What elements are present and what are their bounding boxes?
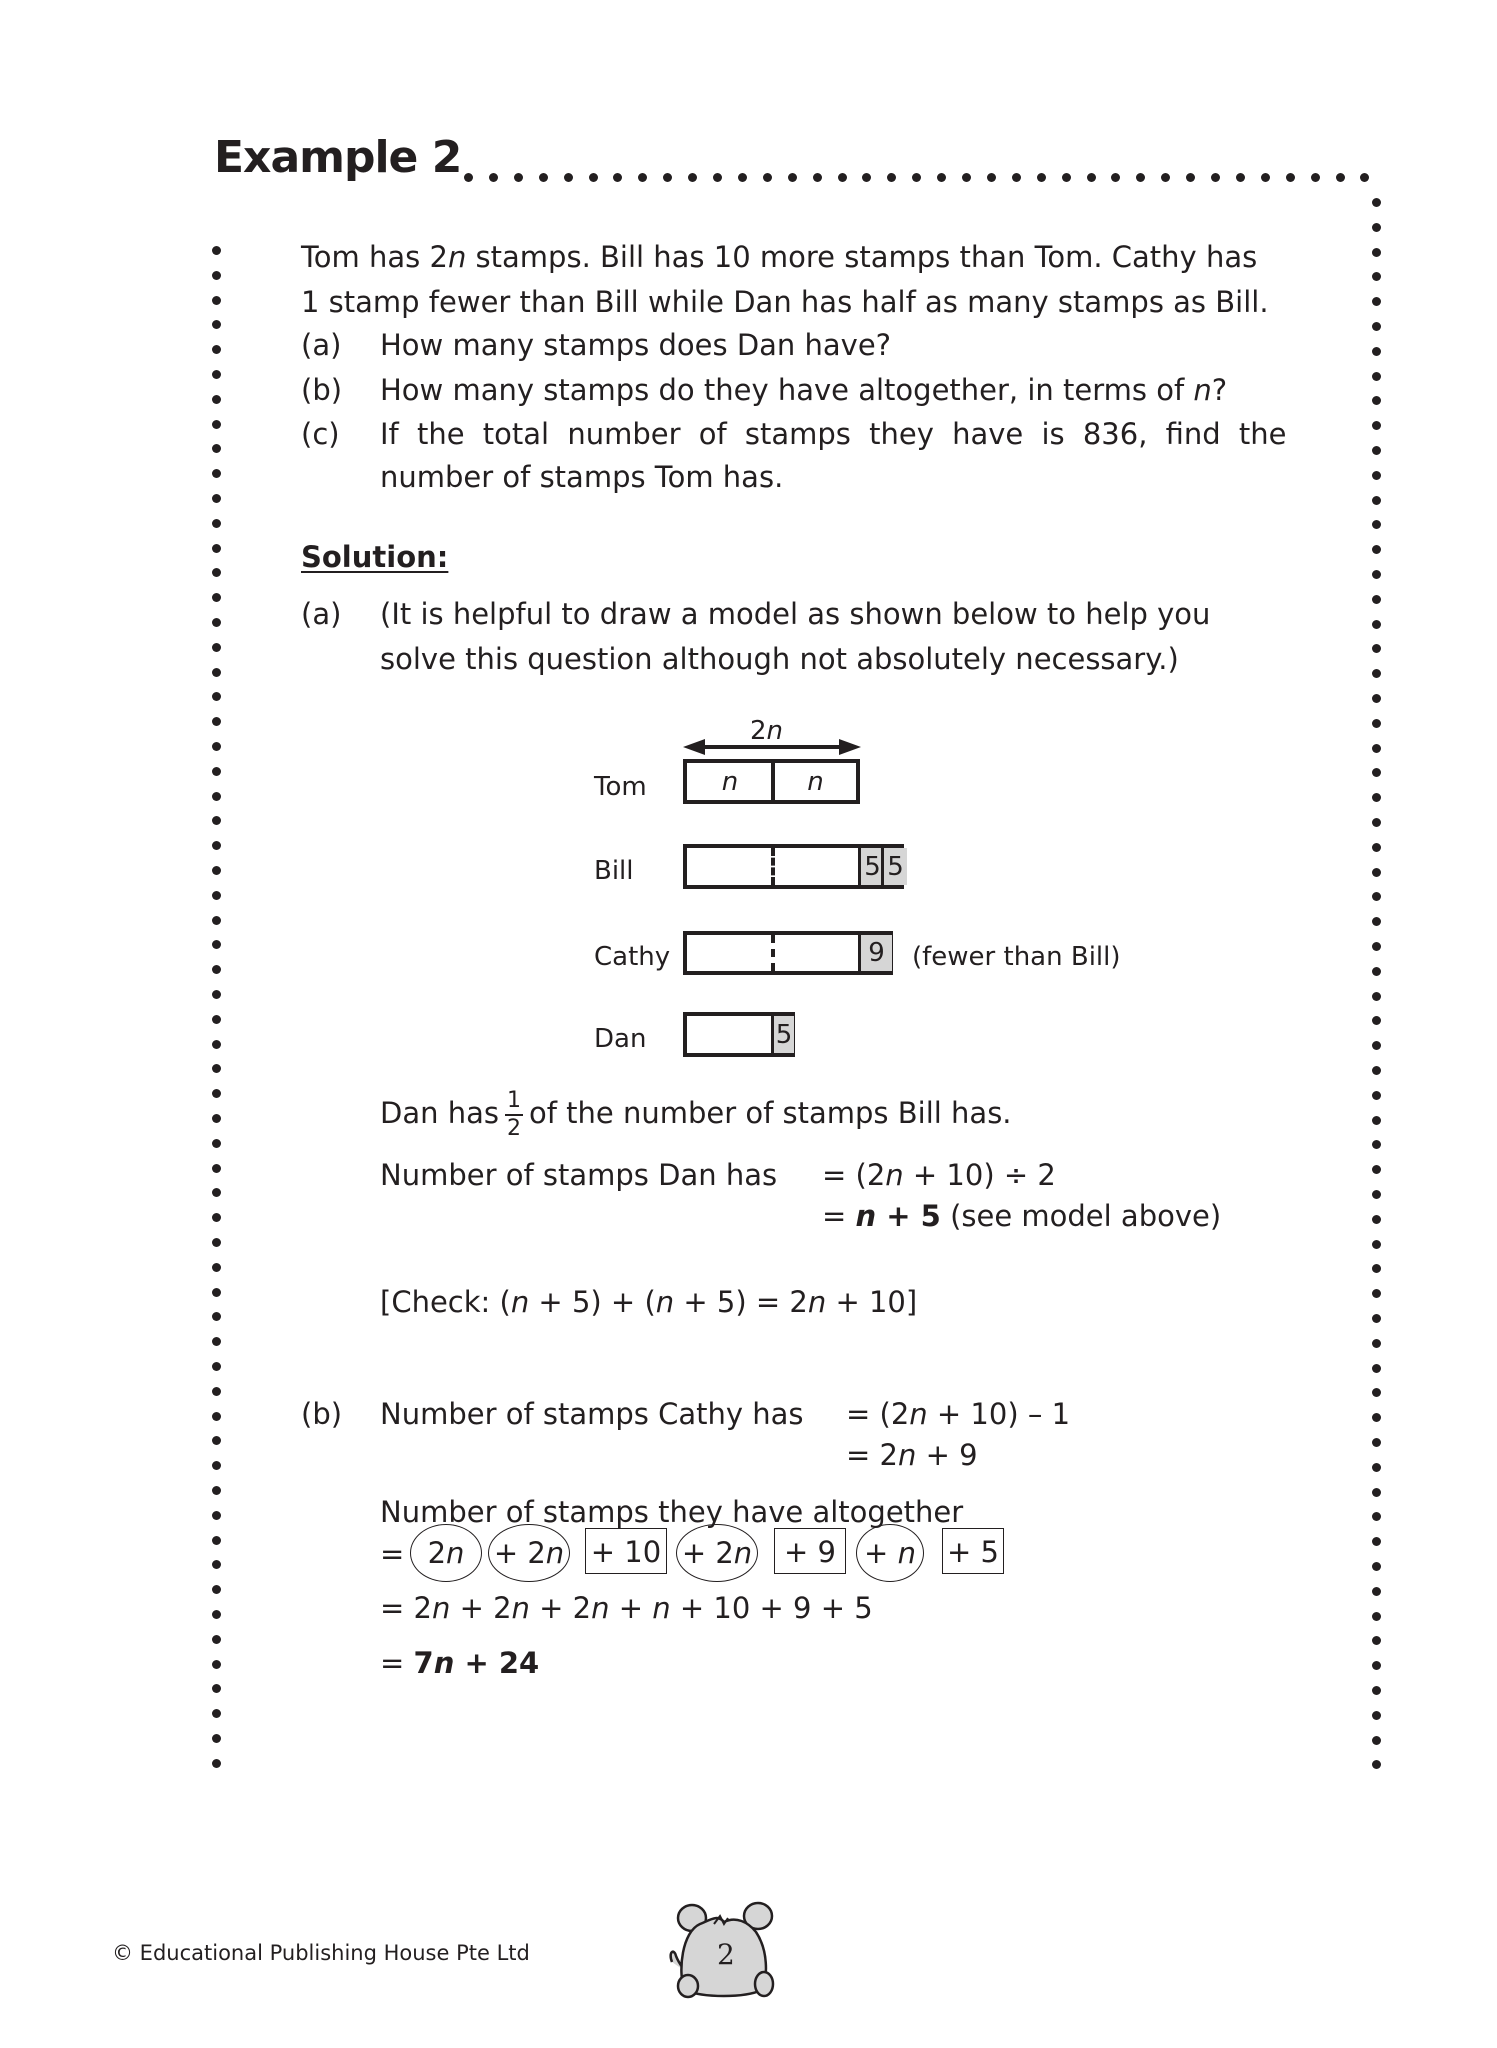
frame-dot	[1372, 1016, 1381, 1025]
text: + 5) + (	[529, 1285, 656, 1319]
frame-dot	[1372, 1289, 1381, 1298]
frame-dot	[212, 1461, 221, 1470]
variable-n: n	[733, 1536, 753, 1570]
frame-dot	[1261, 173, 1270, 182]
frame-dot	[212, 1164, 221, 1173]
term-number: 2	[427, 1536, 447, 1570]
frame-dot	[212, 469, 221, 478]
part-a-note-line1: (It is helpful to draw a model as shown below to help you	[380, 597, 1211, 631]
question-c-label: (c)	[301, 417, 340, 451]
frame-dot	[1161, 173, 1170, 182]
frame-dot	[212, 420, 221, 429]
frame-dot	[212, 1709, 221, 1718]
text: ?	[1211, 373, 1228, 407]
text: 2	[750, 716, 767, 746]
frame-dot	[514, 173, 523, 182]
frame-dot	[1372, 768, 1381, 777]
text: Tom has 2	[301, 240, 448, 274]
frame-dot	[1372, 694, 1381, 703]
frame-dot	[212, 395, 221, 404]
frame-dot	[1372, 892, 1381, 901]
frame-dot	[212, 1015, 221, 1024]
frame-dot	[212, 1139, 221, 1148]
frame-dot	[1311, 173, 1320, 182]
text: + 10]	[826, 1285, 918, 1319]
frame-dot	[212, 1635, 221, 1644]
term-number: +	[864, 1536, 898, 1570]
text: + 9	[916, 1438, 978, 1472]
frame-dot	[212, 1412, 221, 1421]
frame-dot	[212, 246, 221, 255]
frame-dot	[212, 296, 221, 305]
frame-dot	[1372, 297, 1381, 306]
problem-intro-line1	[301, 240, 1258, 274]
frame-dot	[1186, 173, 1195, 182]
part-a-note-line2: solve this question although not absolutely necessary.)	[380, 642, 1179, 676]
frame-dot	[1372, 396, 1381, 405]
frame-dot	[1372, 1339, 1381, 1348]
frame-dot	[862, 173, 871, 182]
frame-dot	[1372, 1736, 1381, 1745]
variable-n: n	[510, 1285, 530, 1319]
frame-dot	[1372, 1512, 1381, 1521]
text: + 2	[450, 1591, 512, 1625]
frame-dot	[212, 965, 221, 974]
frame-dot	[212, 345, 221, 354]
boxed-term	[585, 1528, 667, 1574]
frame-dot	[738, 173, 747, 182]
frame-dot	[212, 1188, 221, 1197]
frame-dot	[212, 816, 221, 825]
text: + 10) – 1	[927, 1397, 1071, 1431]
frame-dot	[1012, 173, 1021, 182]
frame-dot	[212, 1684, 221, 1693]
cathy-calc-result	[846, 1438, 978, 1472]
frame-dot	[1372, 620, 1381, 629]
frame-dot	[212, 494, 221, 503]
frame-dot	[212, 1040, 221, 1049]
model-label-bill: Bill	[594, 856, 634, 886]
frame-dot	[1372, 570, 1381, 579]
model-label-dan: Dan	[594, 1024, 647, 1054]
frame-dot	[212, 1238, 221, 1247]
text: Dan has	[380, 1096, 499, 1130]
frame-dot	[212, 717, 221, 726]
frame-dot	[763, 173, 772, 182]
term-text	[677, 1536, 757, 1570]
tom-cell: n	[807, 766, 824, 797]
term-number: + 2	[493, 1536, 546, 1570]
term-text	[489, 1536, 569, 1570]
frame-dot	[663, 173, 672, 182]
dashed-divider	[771, 848, 775, 885]
frame-dot	[212, 618, 221, 627]
frame-dot	[1372, 198, 1381, 207]
frame-dot	[1372, 1140, 1381, 1149]
frame-dot	[838, 173, 847, 182]
variable-n: n	[897, 1536, 916, 1570]
frame-dot	[589, 173, 598, 182]
denominator: 2	[506, 1116, 521, 1141]
variable-n: n	[431, 1591, 451, 1625]
copyright: © Educational Publishing House Pte Ltd	[112, 1941, 530, 1965]
frame-dot	[212, 271, 221, 280]
question-b-label: (b)	[301, 373, 343, 407]
model-label-tom: Tom	[594, 772, 647, 802]
frame-dot	[212, 643, 221, 652]
question-a-label: (a)	[301, 328, 342, 362]
frame-dot	[1372, 1388, 1381, 1397]
frame-dot	[1372, 843, 1381, 852]
tom-bar	[683, 759, 860, 804]
frame-dot	[1372, 793, 1381, 802]
circled-term	[856, 1524, 924, 1582]
frame-dot	[1372, 595, 1381, 604]
frame-dot	[1372, 1636, 1381, 1645]
variable-n: n	[652, 1591, 671, 1625]
frame-dot	[937, 173, 946, 182]
frame-dot	[212, 1387, 221, 1396]
problem-intro-line2: 1 stamp fewer than Bill while Dan has half as many stamps as Bill.	[301, 285, 1269, 319]
frame-dot	[1372, 1190, 1381, 1199]
frame-dot	[788, 173, 797, 182]
dan-extra-cell: 5	[771, 1016, 794, 1053]
frame-dot	[1372, 372, 1381, 381]
dan-calc-result	[822, 1199, 1222, 1233]
text: stamps. Bill has 10 more stamps than Tom. Cathy has	[466, 240, 1258, 274]
frame-dot	[212, 1064, 221, 1073]
cathy-extra-cell: 9	[858, 935, 892, 971]
frame-dot	[1286, 173, 1295, 182]
frame-dot	[1372, 1240, 1381, 1249]
variable-n: n	[909, 1397, 928, 1431]
frame-dot	[1372, 1091, 1381, 1100]
variable-n: n	[446, 1536, 465, 1570]
frame-dot	[1372, 272, 1381, 281]
frame-dot	[539, 173, 548, 182]
term-number: + 5	[947, 1535, 999, 1569]
frame-dot	[212, 1312, 221, 1321]
frame-dot	[212, 1436, 221, 1445]
frame-dot	[212, 544, 221, 553]
frame-dot	[212, 1585, 221, 1594]
frame-dot	[1372, 1587, 1381, 1596]
fraction-one-half	[505, 1090, 523, 1140]
term-text	[586, 1535, 666, 1569]
frame-dot	[987, 173, 996, 182]
frame-dot	[1372, 1562, 1381, 1571]
frame-dot	[212, 940, 221, 949]
frame-dot	[1372, 1463, 1381, 1472]
frame-dot	[212, 1263, 221, 1272]
question-b-text	[380, 373, 1228, 407]
frame-dot	[212, 1337, 221, 1346]
frame-dot	[464, 173, 473, 182]
term-text	[411, 1536, 481, 1570]
frame-dot	[1372, 446, 1381, 455]
variable-n: n	[447, 240, 467, 274]
frame-dot	[1372, 471, 1381, 480]
frame-dot	[212, 1660, 221, 1669]
frame-dot	[212, 568, 221, 577]
frame-dot	[1372, 868, 1381, 877]
frame-dot	[1372, 669, 1381, 678]
frame-dot	[813, 173, 822, 182]
frame-dot	[1372, 1612, 1381, 1621]
frame-dot	[212, 1734, 221, 1743]
frame-dot	[1372, 1066, 1381, 1075]
term-number: + 9	[784, 1535, 836, 1569]
text: + 10 + 9 + 5	[670, 1591, 873, 1625]
frame-dot	[688, 173, 697, 182]
frame-dot	[1372, 1215, 1381, 1224]
equals: =	[380, 1646, 405, 1680]
boxed-term	[774, 1528, 846, 1574]
frame-dot	[1372, 223, 1381, 232]
example-heading: Example 2	[214, 132, 462, 183]
text: + 2	[529, 1591, 592, 1625]
frame-dot	[489, 173, 498, 182]
frame-dot	[212, 519, 221, 528]
frame-dot	[212, 866, 221, 875]
dashed-divider	[771, 935, 775, 971]
frame-dot	[212, 1288, 221, 1297]
frame-dot	[212, 742, 221, 751]
variable-n: n	[433, 1646, 455, 1680]
bill-extra-cell: 5	[881, 848, 907, 885]
text: + 5) = 2	[674, 1285, 808, 1319]
frame-dot	[212, 1213, 221, 1222]
frame-dot	[1372, 545, 1381, 554]
frame-dot	[1136, 173, 1145, 182]
frame-dot	[1037, 173, 1046, 182]
variable-n: n	[591, 1591, 610, 1625]
expanded-line	[380, 1591, 873, 1625]
frame-dot	[1372, 1165, 1381, 1174]
bill-bar	[683, 844, 904, 889]
frame-dot	[1372, 992, 1381, 1001]
frame-dot	[212, 990, 221, 999]
frame-dot	[212, 1536, 221, 1545]
frame-dot	[613, 173, 622, 182]
text: = 2	[846, 1438, 898, 1472]
cathy-calc-rhs	[846, 1397, 1071, 1431]
part-a-label: (a)	[301, 597, 342, 631]
text: = 2	[380, 1591, 432, 1625]
frame-dot	[1372, 1413, 1381, 1422]
variable-n: n	[766, 716, 784, 746]
variable-n: n	[511, 1591, 530, 1625]
frame-dot	[1372, 917, 1381, 926]
term-text	[943, 1535, 1003, 1569]
frame-dot	[212, 1114, 221, 1123]
numerator: 1	[505, 1090, 523, 1116]
grouped-terms	[410, 1524, 1110, 1580]
page-number: 2	[717, 1938, 735, 1971]
frame-dot	[1372, 1438, 1381, 1447]
cathy-bar	[683, 931, 893, 975]
frame-dot	[1372, 942, 1381, 951]
cathy-calc-lhs: Number of stamps Cathy has	[380, 1397, 804, 1431]
frame-dot	[1372, 496, 1381, 505]
frame-dot	[1372, 744, 1381, 753]
frame-dot	[1372, 322, 1381, 331]
frame-dot	[1372, 1314, 1381, 1323]
text: 7	[413, 1646, 434, 1680]
frame-dot	[638, 173, 647, 182]
circled-term	[676, 1524, 758, 1582]
frame-dot	[212, 891, 221, 900]
bill-extra-cell: 5	[858, 848, 884, 885]
frame-dot	[887, 173, 896, 182]
frame-dot	[212, 1511, 221, 1520]
frame-dot	[1211, 173, 1220, 182]
frame-dot	[212, 841, 221, 850]
text: + 5	[876, 1199, 941, 1233]
frame-dot	[564, 173, 573, 182]
frame-dot	[212, 792, 221, 801]
frame-dot	[1372, 1711, 1381, 1720]
variable-n: n	[855, 1199, 877, 1233]
frame-dot	[212, 916, 221, 925]
frame-dot	[1372, 248, 1381, 257]
text: of the number of stamps Bill has.	[528, 1096, 1012, 1130]
frame-dot	[1111, 173, 1120, 182]
check-line	[380, 1285, 918, 1319]
frame-dot	[1062, 173, 1071, 182]
text: +	[609, 1591, 653, 1625]
frame-dot	[212, 767, 221, 776]
frame-dot	[1372, 347, 1381, 356]
frame-dot	[1372, 1364, 1381, 1373]
frame-dot	[212, 1362, 221, 1371]
question-c-text-cont: number of stamps Tom has.	[380, 460, 784, 494]
frame-dot	[212, 1089, 221, 1098]
circled-term	[410, 1524, 482, 1582]
frame-dot	[1372, 818, 1381, 827]
text: = (2	[846, 1397, 910, 1431]
term-text	[775, 1535, 845, 1569]
frame-dot	[1236, 173, 1245, 182]
text: = (2	[822, 1158, 886, 1192]
circled-term	[488, 1524, 570, 1582]
frame-dot	[1372, 1760, 1381, 1769]
frame-dot	[1372, 1264, 1381, 1273]
boxed-term	[942, 1528, 1004, 1574]
text: How many stamps do they have altogether, in terms of	[380, 373, 1194, 407]
text: [Check: (	[380, 1285, 511, 1319]
page-number-mouse	[664, 1900, 782, 2000]
tom-cell: n	[721, 766, 739, 797]
frame-dot	[212, 692, 221, 701]
variable-n: n	[545, 1536, 565, 1570]
frame-dot	[212, 668, 221, 677]
frame-dot	[713, 173, 722, 182]
final-answer	[380, 1646, 540, 1680]
frame-dot	[1087, 173, 1096, 182]
term-number: + 2	[681, 1536, 734, 1570]
frame-dot	[1336, 173, 1345, 182]
frame-dot	[1372, 1116, 1381, 1125]
model-label-cathy: Cathy	[594, 942, 671, 972]
text: + 24	[454, 1646, 540, 1680]
variable-n: n	[885, 1158, 904, 1192]
frame-dot	[212, 1759, 221, 1768]
frame-dot	[912, 173, 921, 182]
frame-dot	[1372, 1686, 1381, 1695]
frame-dot	[212, 1560, 221, 1569]
dan-calc-lhs: Number of stamps Dan has	[380, 1158, 778, 1192]
variable-n: n	[655, 1285, 675, 1319]
cathy-note: (fewer than Bill)	[912, 942, 1121, 972]
frame-dot	[1372, 1537, 1381, 1546]
variable-n: n	[1193, 373, 1212, 407]
text: + 10) ÷ 2	[903, 1158, 1056, 1192]
term-text	[857, 1536, 923, 1570]
text: (see model above)	[940, 1199, 1222, 1233]
fraction-line	[380, 1090, 1012, 1140]
variable-n: n	[897, 1438, 917, 1472]
question-c-text: If the total number of stamps they have is 836, find the	[380, 417, 1287, 451]
total-heading: Number of stamps they have altogether	[380, 1495, 964, 1529]
equals: =	[822, 1199, 847, 1233]
frame-dot	[1360, 173, 1369, 182]
frame-dot	[212, 593, 221, 602]
frame-dot	[212, 370, 221, 379]
frame-dot	[1372, 644, 1381, 653]
frame-dot	[1372, 1661, 1381, 1670]
frame-dot	[1372, 1488, 1381, 1497]
variable-n: n	[807, 1285, 827, 1319]
frame-dot	[962, 173, 971, 182]
frame-dot	[212, 444, 221, 453]
frame-dot	[1372, 1041, 1381, 1050]
dan-calc-rhs	[822, 1158, 1056, 1192]
frame-dot	[212, 1610, 221, 1619]
double-arrow-icon	[683, 738, 861, 756]
frame-dot	[1372, 520, 1381, 529]
solution-heading: Solution:	[301, 540, 449, 574]
frame-dot	[212, 1486, 221, 1495]
dan-bar	[683, 1012, 795, 1057]
question-a-text: How many stamps does Dan have?	[380, 328, 892, 362]
frame-dot	[1372, 719, 1381, 728]
frame-dot	[1372, 421, 1381, 430]
grouped-equals: =	[380, 1537, 405, 1571]
frame-dot	[1372, 967, 1381, 976]
term-number: + 10	[590, 1535, 662, 1569]
frame-dot	[212, 320, 221, 329]
part-b-label: (b)	[301, 1397, 343, 1431]
